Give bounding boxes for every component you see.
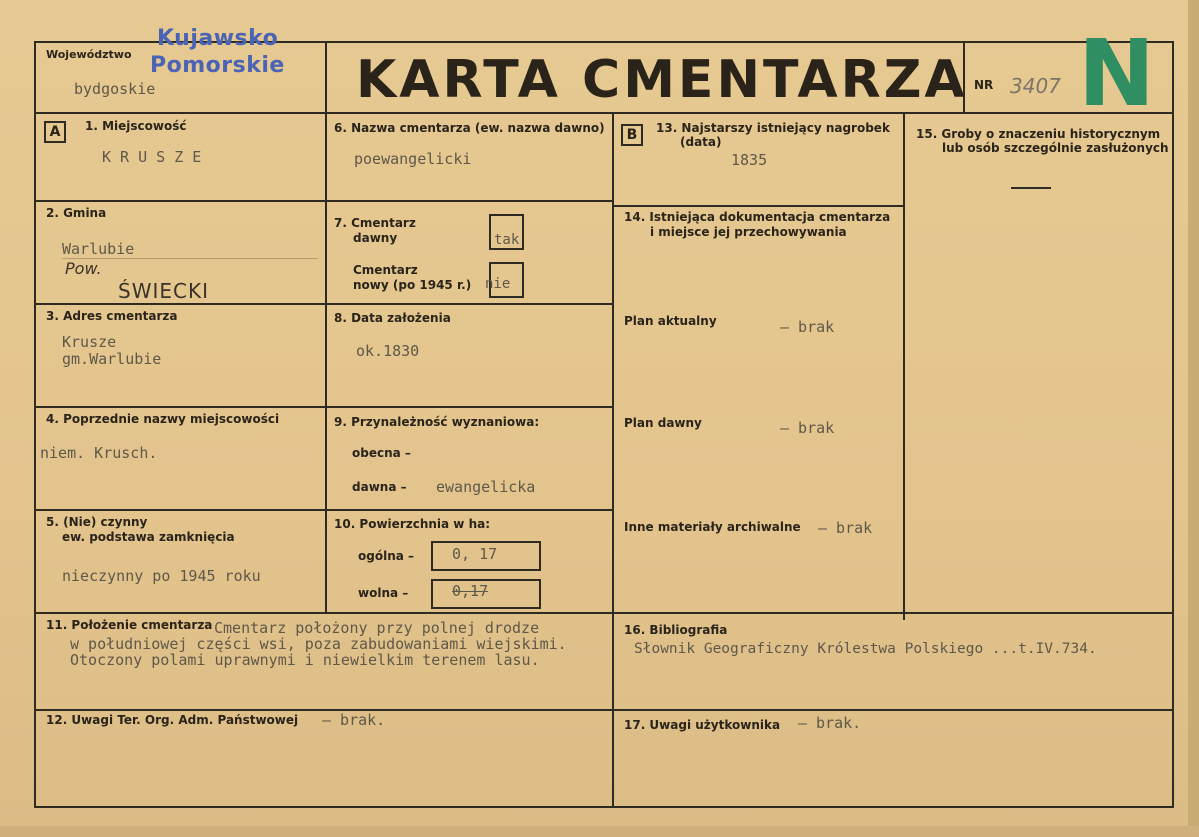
f13-label-1: 13. Najstarszy istniejący nagrobek bbox=[656, 121, 890, 135]
f7-label-1: 7. Cmentarz bbox=[334, 216, 416, 230]
nr-value: 3407 bbox=[1010, 74, 1061, 98]
f14-plan-old-label: Plan dawny bbox=[624, 416, 702, 430]
f17-value: – brak. bbox=[798, 714, 862, 732]
rule-r5 bbox=[34, 612, 1174, 614]
voivodeship-old: bydgoskie bbox=[74, 80, 156, 98]
f4-value: niem. Krusch. bbox=[40, 444, 158, 462]
f6-label: 6. Nazwa cmentarza (ew. nazwa dawno) bbox=[334, 121, 605, 135]
f7-label-3: Cmentarz bbox=[353, 263, 418, 277]
rule-r1 bbox=[34, 200, 614, 202]
f5-label-2: ew. podstawa zamknięcia bbox=[62, 530, 235, 544]
voivodeship-label: Województwo bbox=[46, 48, 132, 61]
corner-mark: N bbox=[1078, 20, 1155, 127]
rule-left bbox=[34, 41, 36, 808]
f13-label-2: (data) bbox=[680, 135, 722, 149]
f7-label-2: dawny bbox=[353, 231, 398, 245]
card-title: KARTA CMENTARZA bbox=[356, 50, 968, 110]
card-edge-shadow-bottom bbox=[0, 826, 1199, 837]
f5-value: nieczynny po 1945 roku bbox=[62, 567, 261, 585]
f7-box-old-value: tak bbox=[494, 232, 520, 248]
f5-label-1: 5. (Nie) czynny bbox=[46, 515, 148, 529]
rule-header-bottom bbox=[34, 112, 1174, 114]
f8-label: 8. Data założenia bbox=[334, 311, 451, 325]
f10-free-value: 0,17 bbox=[452, 582, 489, 600]
f2-label: 2. Gmina bbox=[46, 206, 107, 220]
section-a-badge: A bbox=[44, 121, 66, 143]
f10-free-label: wolna – bbox=[358, 586, 409, 600]
rule-r2 bbox=[34, 303, 614, 305]
rule-bottom bbox=[34, 806, 1174, 808]
rule-r3 bbox=[34, 406, 614, 408]
f11-label: 11. Położenie cmentarza bbox=[46, 618, 213, 632]
f17-label: 17. Uwagi użytkownika bbox=[624, 718, 781, 732]
rule-b1 bbox=[612, 205, 904, 207]
rule-r4 bbox=[34, 509, 614, 511]
f16-label: 16. Bibliografia bbox=[624, 623, 728, 637]
f3-label: 3. Adres cmentarza bbox=[46, 309, 178, 323]
f2-value: Warlubie bbox=[62, 240, 135, 258]
f9-current-label: obecna – bbox=[352, 446, 411, 460]
stamp-line1: Kujawsko bbox=[157, 26, 279, 51]
f3-line1: Krusze bbox=[62, 333, 117, 351]
f7-box-new-value: nie bbox=[485, 276, 511, 292]
f14-other-value: – brak bbox=[818, 519, 873, 537]
f9-former-label: dawna – bbox=[352, 480, 407, 494]
f14-other-label: Inne materiały archiwalne bbox=[624, 520, 801, 534]
rule-col3 bbox=[903, 112, 905, 620]
nr-label: NR bbox=[974, 78, 994, 92]
f16-value: Słownik Geograficzny Królestwa Polskiego ...t.IV.734. bbox=[634, 641, 1097, 657]
f14-plan-old-value: – brak bbox=[780, 419, 835, 437]
rule-r6 bbox=[34, 709, 1174, 711]
f3-line2: gm.Warlubie bbox=[62, 350, 162, 368]
f4-label: 4. Poprzednie nazwy miejscowości bbox=[46, 412, 280, 426]
f2-pow: Pow. bbox=[65, 259, 102, 278]
f9-label: 9. Przynależność wyznaniowa: bbox=[334, 415, 540, 429]
f11-line3: Otoczony polami uprawnymi i niewielkim terenem lasu. bbox=[70, 651, 540, 669]
f13-value: 1835 bbox=[731, 151, 768, 169]
f12-value: – brak. bbox=[322, 711, 386, 729]
f9-former-value: ewangelicka bbox=[436, 478, 536, 496]
f15-label-1: 15. Groby o znaczeniu historycznym bbox=[916, 127, 1161, 141]
f7-label-4: nowy (po 1945 r.) bbox=[353, 278, 472, 292]
f14-label-2: i miejsce jej przechowywania bbox=[650, 225, 847, 239]
f14-plan-current-label: Plan aktualny bbox=[624, 314, 717, 328]
f1-label: 1. Miejscowość bbox=[85, 119, 187, 133]
rule-right bbox=[1172, 41, 1174, 808]
rule-col1 bbox=[325, 41, 327, 614]
f14-label-1: 14. Istniejąca dokumentacja cmentarza bbox=[624, 210, 891, 224]
f14-plan-current-value: – brak bbox=[780, 318, 835, 336]
f6-value: poewangelicki bbox=[354, 150, 472, 168]
f15-label-2: lub osób szczególnie zasłużonych bbox=[942, 141, 1169, 155]
f10-total-value: 0, 17 bbox=[452, 545, 498, 563]
f1-value: K R U S Z E bbox=[102, 148, 202, 166]
stamp-line2: Pomorskie bbox=[150, 53, 285, 78]
f11-line1: Cmentarz położony przy polnej drodze bbox=[214, 619, 540, 637]
f2-hand: ŚWIECKI bbox=[118, 279, 209, 303]
card-edge-shadow bbox=[1188, 0, 1199, 837]
f15-dash bbox=[1011, 187, 1051, 189]
f11-line2: w południowej części wsi, poza zabudowaniami wiejskimi. bbox=[70, 635, 567, 653]
f8-value: ok.1830 bbox=[356, 342, 420, 360]
rule-col2 bbox=[612, 112, 614, 808]
f10-label: 10. Powierzchnia w ha: bbox=[334, 517, 491, 531]
f12-label: 12. Uwagi Ter. Org. Adm. Państwowej bbox=[46, 713, 299, 727]
f10-total-label: ogólna – bbox=[358, 549, 415, 563]
section-b-badge: B bbox=[621, 124, 643, 146]
